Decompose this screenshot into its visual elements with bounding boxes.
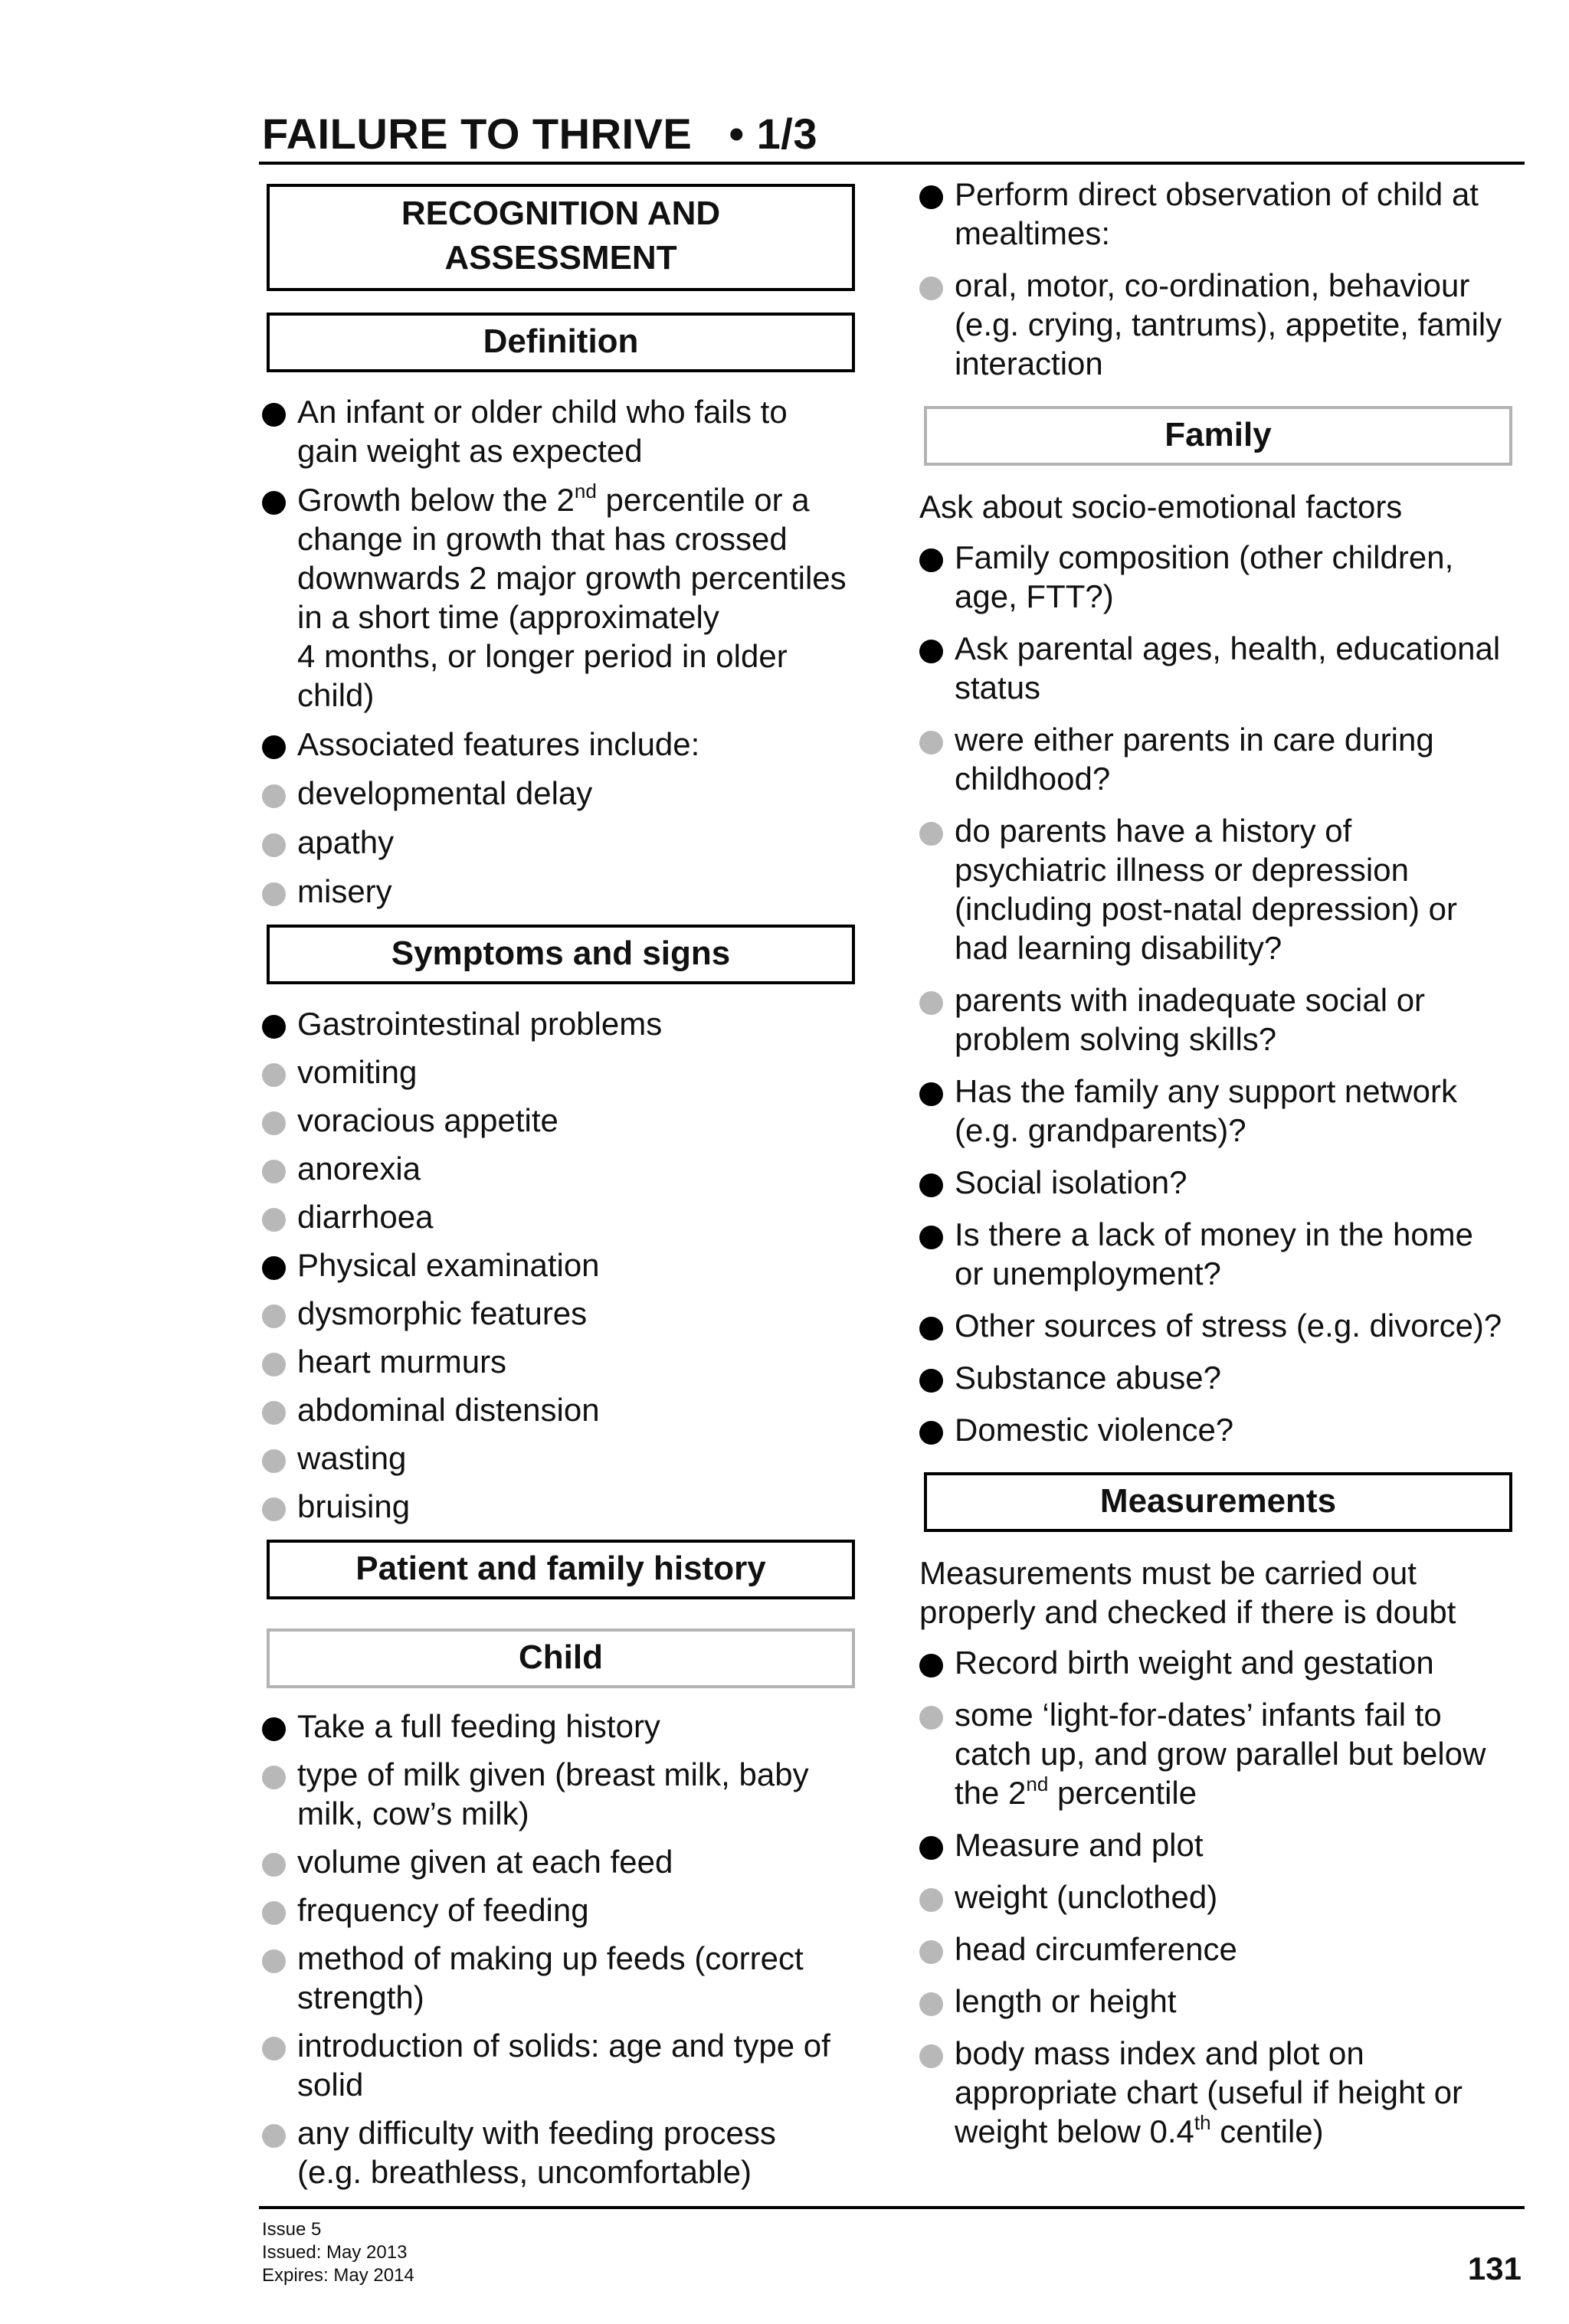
list-item xyxy=(919,1982,1514,2021)
item-line: Substance abuse? xyxy=(955,1360,1221,1396)
list-item xyxy=(919,1930,1514,1969)
item-line: frequency of feeding xyxy=(297,1892,589,1928)
family-list xyxy=(919,538,1514,1449)
list-item xyxy=(262,1890,857,1930)
list-item xyxy=(262,1939,857,2017)
list-item xyxy=(919,175,1514,253)
list-item xyxy=(262,1101,857,1140)
item-line xyxy=(297,480,857,519)
page-title xyxy=(262,109,817,159)
sub-bullet-icon xyxy=(262,784,286,808)
item-line: gain weight as expected xyxy=(297,433,643,469)
list-item xyxy=(262,1707,857,1746)
item-line: abdominal distension xyxy=(297,1392,600,1428)
list-item xyxy=(919,720,1514,798)
item-line: Social isolation? xyxy=(955,1164,1187,1200)
issue-number: Issue 5 xyxy=(262,2219,322,2240)
list-item xyxy=(919,266,1514,383)
item-line: introduction of solids: age and type of xyxy=(297,2028,830,2064)
sub-bullet-icon xyxy=(262,1853,286,1877)
item-line: Family composition (other children, xyxy=(955,539,1454,575)
item-line: childhood? xyxy=(955,761,1111,797)
sub-bullet-icon xyxy=(919,1992,943,2016)
measurements-heading: Measurements xyxy=(924,1472,1512,1532)
bullet-icon xyxy=(919,1173,943,1197)
sub-bullet-icon xyxy=(262,1353,286,1376)
list-item xyxy=(262,1245,857,1285)
item-line: strength) xyxy=(297,1979,424,2015)
item-line: solid xyxy=(297,2067,364,2103)
item-line: downwards 2 major growth percentiles xyxy=(297,560,847,596)
measurements-intro-line-2: properly and checked if there is doubt xyxy=(919,1594,1456,1630)
item-line: child) xyxy=(297,677,375,713)
list-item xyxy=(262,480,857,715)
bullet-icon xyxy=(919,1654,943,1678)
list-item xyxy=(919,811,1514,967)
item-line: psychiatric illness or depression xyxy=(955,852,1409,888)
list-item xyxy=(262,872,857,911)
item-line: vomiting xyxy=(297,1054,418,1090)
list-item xyxy=(919,1695,1514,1812)
list-item xyxy=(262,1004,857,1043)
list-item xyxy=(262,392,857,470)
item-line: anorexia xyxy=(297,1151,421,1187)
right-column xyxy=(919,178,1514,2151)
sub-bullet-icon xyxy=(262,1063,286,1087)
list-item xyxy=(919,1163,1514,1202)
sub-bullet-icon xyxy=(262,1498,286,1521)
bullet-icon xyxy=(919,548,943,572)
item-line: apathy xyxy=(297,824,395,860)
item-line: Ask parental ages, health, educational xyxy=(955,630,1501,666)
item-line: head circumference xyxy=(955,1931,1237,1967)
item-line: problem solving skills? xyxy=(955,1021,1277,1057)
item-line: Other sources of stress (e.g. divorce)? xyxy=(955,1308,1502,1344)
sub-bullet-icon xyxy=(919,2044,943,2068)
item-line: Domestic violence? xyxy=(955,1412,1234,1448)
bullet-icon xyxy=(262,1717,286,1741)
item-line: developmental delay xyxy=(297,775,593,811)
item-line: some ‘light-for-dates’ infants fail to xyxy=(955,1697,1442,1733)
item-line: method of making up feeds (correct xyxy=(297,1940,804,1976)
sub-bullet-icon xyxy=(262,1401,286,1425)
item-text: the 2 xyxy=(955,1775,1027,1811)
family-intro: Ask about socio-emotional factors xyxy=(919,489,1403,525)
item-line: had learning disability? xyxy=(955,930,1282,966)
item-line: mealtimes: xyxy=(955,215,1111,251)
item-line: Measure and plot xyxy=(955,1827,1204,1863)
item-line: were either parents in care during xyxy=(955,722,1434,758)
definition-list xyxy=(262,392,857,911)
sub-bullet-icon xyxy=(919,1888,943,1912)
item-line: or unemployment? xyxy=(955,1255,1221,1291)
bullet-icon xyxy=(919,1421,943,1445)
measurements-intro-line-1: Measurements must be carried out xyxy=(919,1555,1417,1591)
item-line: Associated features include: xyxy=(297,726,700,762)
list-item xyxy=(919,980,1514,1059)
sub-bullet-icon xyxy=(262,1160,286,1183)
recognition-line-2: ASSESSMENT xyxy=(444,239,677,277)
list-item xyxy=(262,1149,857,1188)
bullet-icon xyxy=(919,185,943,209)
bullet-icon xyxy=(919,640,943,663)
item-line xyxy=(955,1773,1514,1812)
bullet-icon xyxy=(919,1082,943,1106)
list-item xyxy=(919,1306,1514,1345)
sub-bullet-icon xyxy=(262,1111,286,1135)
item-line: (including post-natal depression) or xyxy=(955,891,1458,927)
bullet-icon xyxy=(262,735,286,759)
sub-bullet-icon xyxy=(262,1449,286,1473)
list-item xyxy=(262,1052,857,1092)
item-line: in a short time (approximately xyxy=(297,599,719,635)
list-item xyxy=(919,1410,1514,1449)
item-line: An infant or older child who fails to xyxy=(297,394,788,430)
bullet-icon xyxy=(262,1015,286,1039)
definition-heading: Definition xyxy=(267,313,855,372)
superscript: nd xyxy=(1026,1772,1049,1795)
list-item xyxy=(919,538,1514,616)
bullet-icon xyxy=(919,1369,943,1393)
sub-bullet-icon xyxy=(919,991,943,1015)
footer-info xyxy=(262,2218,414,2287)
left-column xyxy=(262,178,857,2191)
item-line: 4 months, or longer period in older xyxy=(297,638,788,674)
sub-bullet-icon xyxy=(262,1949,286,1973)
sub-bullet-icon xyxy=(262,882,286,906)
item-line: Is there a lack of money in the home xyxy=(955,1216,1474,1252)
item-line: misery xyxy=(297,873,392,909)
item-line: parents with inadequate social or xyxy=(955,982,1426,1018)
item-line: age, FTT?) xyxy=(955,578,1114,614)
item-line: milk, cow’s milk) xyxy=(297,1795,529,1831)
list-item xyxy=(262,1197,857,1236)
list-item xyxy=(919,1215,1514,1293)
item-line: wasting xyxy=(297,1440,407,1476)
item-line: heart murmurs xyxy=(297,1344,507,1380)
sub-bullet-icon xyxy=(262,2037,286,2061)
sub-bullet-icon xyxy=(919,1706,943,1730)
list-item xyxy=(262,1755,857,1833)
measurements-list xyxy=(919,1643,1514,2151)
title-text: FAILURE TO THRIVE xyxy=(262,110,693,158)
page-number: 131 xyxy=(1467,2250,1522,2286)
bullet-icon xyxy=(262,1256,286,1280)
sub-bullet-icon xyxy=(262,1208,286,1232)
list-item xyxy=(262,2026,857,2104)
item-line: voracious appetite xyxy=(297,1102,558,1138)
superscript: nd xyxy=(574,480,597,502)
item-line: interaction xyxy=(955,345,1103,381)
title-rule xyxy=(259,162,1525,165)
item-line: oral, motor, co-ordination, behaviour xyxy=(955,267,1470,303)
item-line: change in growth that has crossed xyxy=(297,521,788,557)
item-line: dysmorphic features xyxy=(297,1295,588,1331)
item-line: diarrhoea xyxy=(297,1199,434,1235)
sub-bullet-icon xyxy=(919,277,943,300)
patient-family-history-heading: Patient and family history xyxy=(267,1540,855,1599)
sub-bullet-icon xyxy=(262,1766,286,1789)
item-text: centile) xyxy=(1210,2113,1324,2149)
item-text: weight below 0.4 xyxy=(955,2113,1194,2149)
item-line: status xyxy=(955,669,1041,705)
item-line: Gastrointestinal problems xyxy=(297,1006,663,1042)
item-line: appropriate chart (useful if height or xyxy=(955,2074,1463,2110)
symptoms-heading: Symptoms and signs xyxy=(267,925,855,984)
item-line: any difficulty with feeding process xyxy=(297,2115,776,2151)
list-item xyxy=(262,1294,857,1333)
sub-bullet-icon xyxy=(262,1901,286,1925)
footer-rule xyxy=(259,2206,1525,2209)
item-line: Perform direct observation of child at xyxy=(955,176,1479,212)
list-item xyxy=(919,1358,1514,1397)
item-line: body mass index and plot on xyxy=(955,2035,1364,2071)
sub-bullet-icon xyxy=(919,822,943,846)
family-heading: Family xyxy=(924,406,1512,466)
item-line xyxy=(955,2112,1514,2151)
list-item xyxy=(262,1342,857,1381)
list-item xyxy=(919,1877,1514,1916)
recognition-line-1: RECOGNITION AND xyxy=(401,195,721,232)
item-line: Has the family any support network xyxy=(955,1073,1457,1109)
list-item xyxy=(919,1072,1514,1150)
list-item xyxy=(262,1842,857,1881)
bullet-icon xyxy=(919,1226,943,1249)
issued-date: Issued: May 2013 xyxy=(262,2242,408,2263)
list-item xyxy=(919,1825,1514,1864)
bullet-icon xyxy=(919,1317,943,1340)
list-item xyxy=(262,1487,857,1526)
list-item xyxy=(262,725,857,764)
item-line: (e.g. crying, tantrums), appetite, family xyxy=(955,306,1502,342)
list-item xyxy=(919,1643,1514,1682)
measurements-intro xyxy=(919,1553,1514,1632)
item-line: type of milk given (breast milk, baby xyxy=(297,1756,809,1792)
item-line: weight (unclothed) xyxy=(955,1879,1218,1915)
bullet-icon xyxy=(262,403,286,427)
sub-bullet-icon xyxy=(262,2124,286,2148)
list-item xyxy=(919,629,1514,707)
item-text: percentile xyxy=(1048,1775,1197,1811)
item-line: (e.g. grandparents)? xyxy=(955,1112,1246,1148)
list-item xyxy=(262,823,857,862)
sub-bullet-icon xyxy=(919,731,943,754)
list-item xyxy=(262,1390,857,1429)
sub-bullet-icon xyxy=(262,1304,286,1328)
item-line: do parents have a history of xyxy=(955,813,1352,849)
item-line: volume given at each feed xyxy=(297,1844,673,1880)
expiry-date: Expires: May 2014 xyxy=(262,2265,414,2286)
superscript: th xyxy=(1194,2111,1211,2134)
item-text: percentile or a xyxy=(596,482,810,518)
item-line: bruising xyxy=(297,1488,411,1524)
child-list xyxy=(262,1707,857,2191)
page-marker: • 1/3 xyxy=(729,110,817,158)
list-item xyxy=(262,2113,857,2191)
item-line: catch up, and grow parallel but below xyxy=(955,1736,1486,1772)
sub-bullet-icon xyxy=(919,1940,943,1964)
item-line: length or height xyxy=(955,1983,1177,2019)
symptoms-list xyxy=(262,1004,857,1526)
list-item xyxy=(262,774,857,813)
sub-bullet-icon xyxy=(262,833,286,857)
item-line: Take a full feeding history xyxy=(297,1708,660,1744)
bullet-icon xyxy=(919,1836,943,1860)
observation-list xyxy=(919,175,1514,383)
recognition-assessment-box xyxy=(267,184,855,291)
item-line: (e.g. breathless, uncomfortable) xyxy=(297,2154,752,2190)
bullet-icon xyxy=(262,491,286,515)
list-item xyxy=(919,2034,1514,2151)
list-item xyxy=(262,1439,857,1478)
item-line: Physical examination xyxy=(297,1247,600,1283)
item-line: Record birth weight and gestation xyxy=(955,1645,1434,1681)
item-text: Growth below the 2 xyxy=(297,482,575,518)
child-heading: Child xyxy=(267,1628,855,1688)
